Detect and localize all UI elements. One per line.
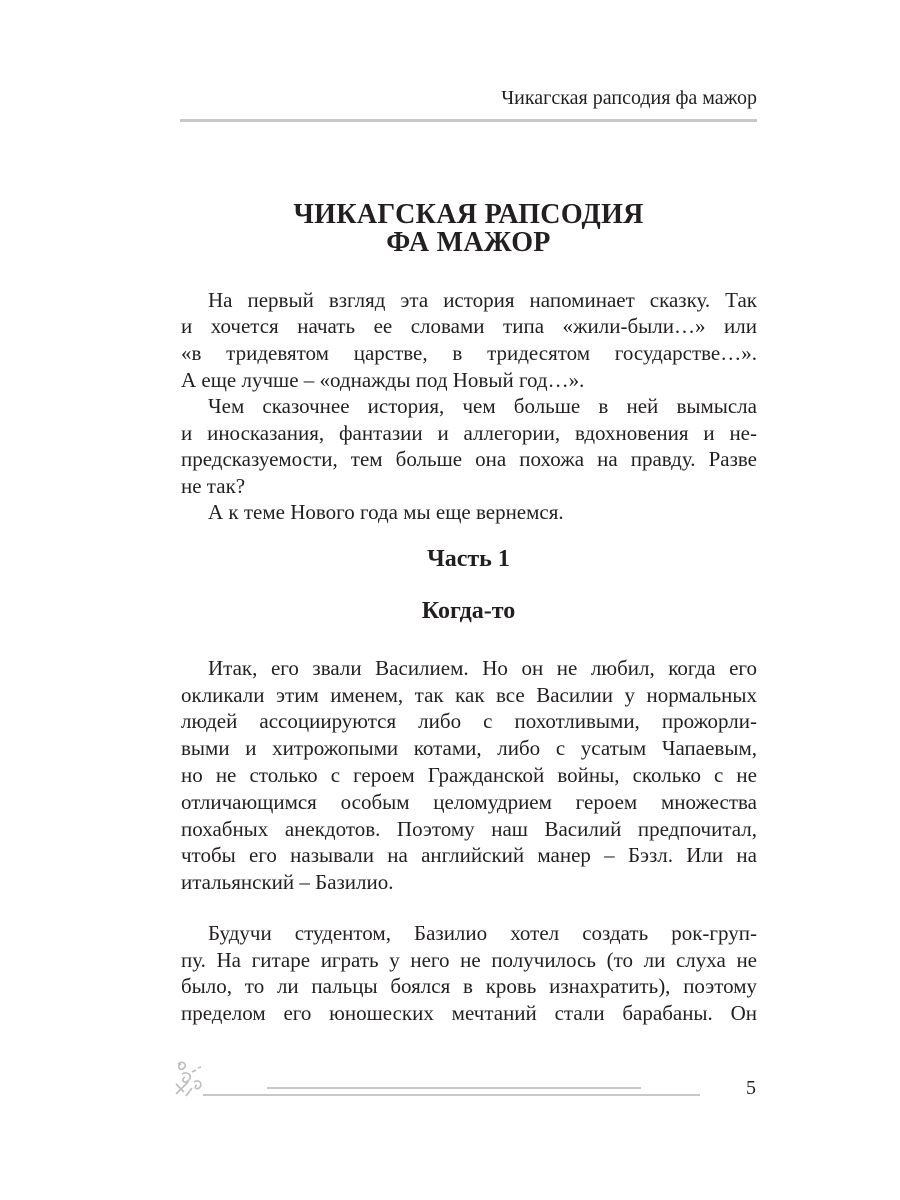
text-line: не так? (181, 474, 246, 498)
text-line: «в тридевятом царстве, в тридесятом государстве…». (181, 341, 757, 365)
text-line: отличающимся особым целомудрием героем множества (181, 790, 757, 814)
page-number: 5 (746, 1077, 756, 1099)
footer-rule-lower (203, 1094, 700, 1096)
footer-rule-upper (267, 1087, 641, 1089)
text-line: и иносказания, фантазии и аллегории, вдохновения и не- (181, 421, 757, 445)
text-line: итальянский – Базилио. (181, 870, 394, 894)
text-line: похабных анекдотов. Поэтому наш Василий предпочитал, (181, 817, 757, 841)
text-line: Итак, его звали Василием. Но он не любил, когда его (208, 656, 757, 680)
text-line: Будучи студентом, Базилио хотел создать рок-груп- (208, 921, 757, 945)
chapter-heading: Когда-то (421, 598, 516, 624)
part-heading: Часть 1 (427, 546, 510, 572)
text-line: было, то ли пальцы боялся в кровь изнахратить), поэтому (181, 974, 757, 998)
text-line: Чем сказочнее история, чем больше в ней вымысла (208, 394, 757, 418)
running-header: Чикагская рапсодия фа мажор (501, 87, 757, 109)
text-line: А еще лучше – «однажды под Новый год…». (181, 368, 585, 392)
text-line: А к теме Нового года мы еще вернемся. (208, 500, 564, 524)
chapter-title-line-1: ЧИКАГСКАЯ РАПСОДИЯ (293, 199, 644, 230)
text-line: чтобы его называли на английский манер – Бэзл. Или на (181, 843, 757, 867)
text-line: окликали этим именем, так как все Василии у нормальных (181, 683, 757, 707)
text-line: людей ассоциируются либо с похотливыми, прожорли- (181, 709, 757, 733)
floral-ornament-icon (172, 1058, 222, 1098)
header-rule (180, 119, 757, 122)
chapter-title-line-2: ФА МАЖОР (386, 227, 551, 258)
text-line: предсказуемости, тем больше она похожа на правду. Разве (181, 447, 757, 471)
text-line: На первый взгляд эта история напоминает сказку. Так (208, 288, 757, 312)
text-line: пределом его юношеских мечтаний стали барабаны. Он (181, 1001, 757, 1025)
text-line: но не столько с героем Гражданской войны, сколько с не (181, 763, 757, 787)
text-line: пу. На гитаре играть у него не получилось (то ли слуха не (181, 948, 757, 972)
text-line: выми и хитрожопыми котами, либо с усатым Чапаевым, (181, 736, 757, 760)
text-line: и хочется начать ее словами типа «жили-были…» или (181, 314, 757, 338)
